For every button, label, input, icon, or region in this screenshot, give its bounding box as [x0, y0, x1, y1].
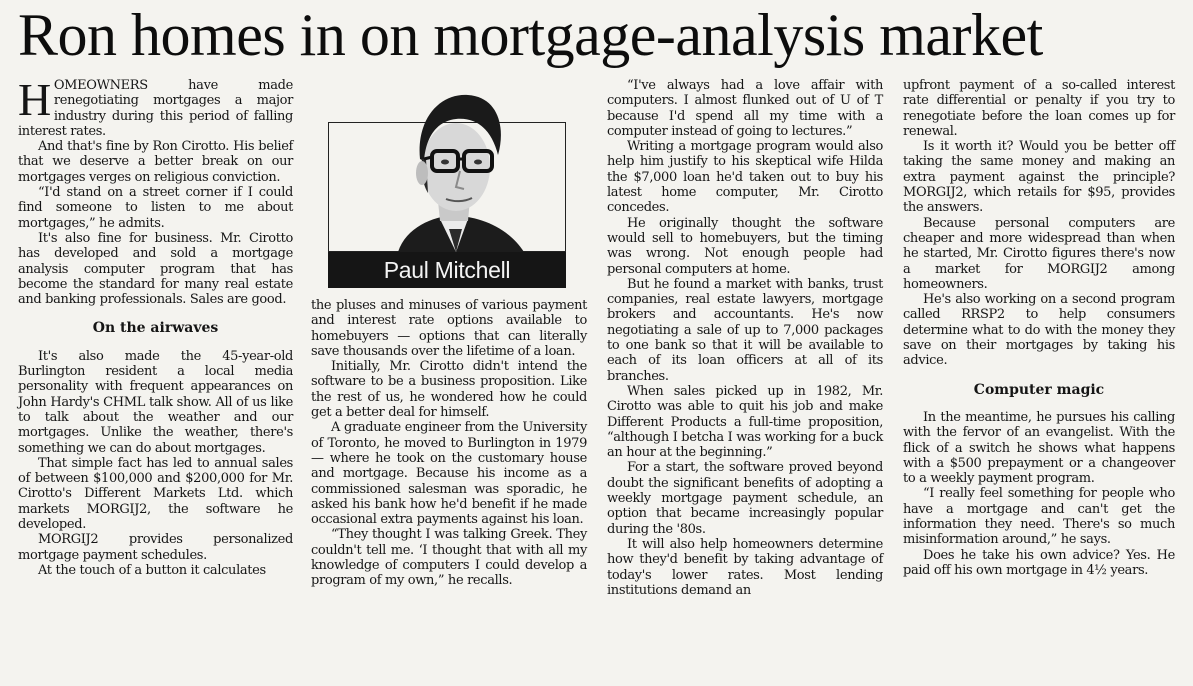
headline: Ron homes in on mortgage-analysis market: [18, 2, 1043, 68]
paragraph: And that's fine by Ron Cirotto. His belief that we deserve a better break on our mortgages verges on religious conviction.: [18, 139, 293, 185]
portrait-image: [328, 89, 566, 252]
paragraph: It's also fine for business. Mr. Cirotto has developed and sold a mortgage analysis computer program that has become the standard for many real estate and banking professionals. Sales are good.: [18, 230, 293, 308]
column-2: [311, 298, 587, 589]
paragraph: But he found a market with banks, trust companies, real estate lawyers, mortgage brokers and accountants. He's now negotiating a sale of up to 7,000 packages to one bank so that it will be available to each of its loan officers at all of its branches.: [607, 276, 883, 384]
paragraph: the pluses and minuses of various payment and interest rate options available to homebuyers — options that can literally save thousands over the lifetime of a loan.: [311, 298, 587, 359]
byline: Paul Mitchell: [328, 252, 566, 288]
paragraph: “They thought I was talking Greek. They couldn't tell me. ‘I thought that with all my knowledge of computers I could develop a program of my own,” he recalls.: [311, 527, 587, 589]
paragraph: A graduate engineer from the University of Toronto, he moved to Burlington in 1979 — where he took on the customary house and mortgage. Because his income as a commissioned salesman was sporadic, he asked his bank how he'd benefit if he made occasional extra payments against his loan.: [311, 420, 587, 528]
column-3: [607, 78, 883, 598]
paragraph: Writing a mortgage program would also help him justify to his skeptical wife Hilda the $7,000 loan he'd taken out to buy his latest home computer, Mr. Cirotto concedes.: [607, 139, 883, 216]
subhead-on-the-airwaves: On the airwaves: [92, 320, 219, 337]
lead-text: OMEOWNERS have made renegotiating mortgages a major industry during this period of falling interest rates.: [18, 78, 293, 139]
paragraph: MORGIJ2 provides personalized mortgage payment schedules.: [18, 532, 293, 563]
paragraph: It will also help homeowners determine how they'd benefit by taking advantage of today's lower rates. Most lending institutions demand an: [607, 536, 883, 598]
lead-paragraph: [18, 74, 293, 139]
paragraph: “I really feel something for people who have a mortgage and can't get the information they need. There's so much misinformation around,” he says.: [903, 486, 1175, 548]
column-1: [18, 74, 293, 578]
paragraph: For a start, the software proved beyond doubt the significant benefits of adopting a weekly mortgage payment schedule, an option that became increasingly popular during the '80s.: [607, 460, 883, 537]
paragraph: “I'd stand on a street corner if I could find someone to listen to me about mortgages,” he admits.: [18, 185, 293, 231]
paragraph: It's also made the 45-year-old Burlington resident a local media personality with frequent appearances on John Hardy's CHML talk show. All of us like to talk about the weather and our mortgages. Unlike the weather, there's something we can do about mortgages.: [18, 348, 293, 456]
paragraph: He originally thought the software would sell to homebuyers, but the timing was wrong. Not enough people had personal computers at home.: [607, 215, 883, 277]
paragraph: When sales picked up in 1982, Mr. Cirotto was able to quit his job and make Different Products a full-time proposition, “although I betcha I was working for a buck an hour at the beginning.”: [607, 383, 883, 461]
columnist-photo: [328, 89, 566, 289]
paragraph: Initially, Mr. Cirotto didn't intend the software to be a business proposition. Like the rest of us, he wondered how he could get a better deal for himself.: [311, 359, 587, 421]
paragraph: Is it worth it? Would you be better off taking the same money and making an extra payment against the principle? MORGIJ2, which retails for $95, provides the answers.: [903, 139, 1175, 216]
paragraph: upfront payment of a so-called interest rate differential or penalty if you try to renegotiate before the loan comes up for renewal.: [903, 78, 1175, 139]
paragraph: At the touch of a button it calculates: [38, 562, 266, 578]
paragraph: He's also working on a second program called RRSP2 to help consumers determine what to do with the money they save on their mortgages by taking his advice.: [903, 292, 1175, 369]
paragraph: That simple fact has led to annual sales of between $100,000 and $200,000 for Mr. Cirotto's Different Markets Ltd. which markets MORGIJ2, the software he developed.: [18, 455, 293, 533]
subhead-computer-magic: Computer magic: [973, 381, 1105, 398]
paragraph: In the meantime, he pursues his calling with the fervor of an evangelist. With the flick of a switch he shows what happens with a $500 prepayment or a changeover to a weekly payment program.: [903, 409, 1175, 487]
drop-cap: H: [18, 74, 51, 125]
column-4: [903, 78, 1175, 578]
paragraph: “I've always had a love affair with computers. I almost flunked out of U of T because I'd spend all my time with a computer instead of going to lectures.”: [607, 78, 883, 139]
paragraph: Does he take his own advice? Yes. He paid off his own mortgage in 4½ years.: [903, 547, 1175, 578]
paragraph: Because personal computers are cheaper and more widespread than when he started, Mr. Cirotto figures there's now a market for MORGIJ2 among homeowners.: [903, 215, 1175, 292]
